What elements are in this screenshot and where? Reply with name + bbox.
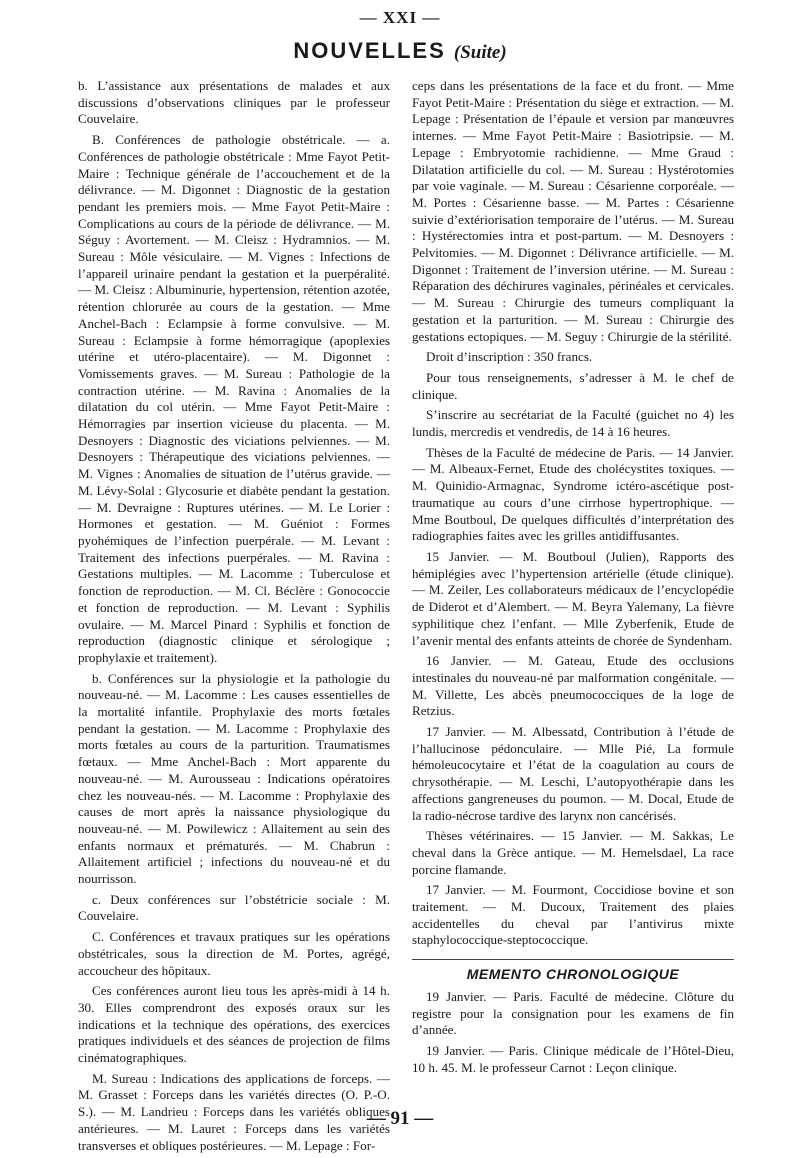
paragraph: S’inscrire au secrétariat de la Faculté (guichet no 4) les lundis, mercredis et vendredis, de 14 à 16 heures. xyxy=(412,407,734,440)
paragraph: Thèses de la Faculté de médecine de Paris. — 14 Janvier. — M. Albeaux-Fernet, Etude des cholécystites toxiques. — M. Quinidio-Armagnac, Syndrome ictéro-ascétique post-traumatique au cours d’une cirrhose hypertrophique. — Mme Boutboul, De quelques difficultés d’interprétation des radiographies faites avec les grilles antidiffusantes. xyxy=(412,444,734,544)
memento-heading: MEMENTO CHRONOLOGIQUE xyxy=(412,959,734,983)
paragraph: Ces conférences auront lieu tous les après-midi à 14 h. 30. Elles comprendront des exposés oraux sur les indications et la technique des opérations, des exercices pratiques individuels et des séances de projection de films cinématographiques. xyxy=(78,983,390,1066)
paragraph: 17 Janvier. — M. Albessatd, Contribution à l’étude de l’hallucinose pédonculaire. — Mlle Pié, La formule hémoleucocytaire et l’état de la coagulation au cours de chrysothérapie. — M. Leschi, L’autopyothérapie dans les affections gangreneuses du poumon. — M. Docal, Etude de la radio-nécrose tardive des larynx non cancérisés. xyxy=(412,724,734,823)
paragraph: 15 Janvier. — M. Boutboul (Julien), Rapports des hémiplégies avec l’hypertension artérielle (étude clinique). — M. Zeiler, Les collaborateurs médicaux de l’encyclopédie de Diderot et d’Alembert. — M. Beyra Yalemany, La fièvre syphilitique chez l’enfant. — Mlle Zyberfenik, Etude de l’avenir mental des enfants atteints de chorée de Syndenham. xyxy=(412,548,734,648)
roman-page-number: — XXI — xyxy=(359,8,441,27)
memento-entry: 19 Janvier. — Paris. Clinique médicale de l’Hôtel-Dieu, 10 h. 45. M. le professeur Carnot : Leçon clinique. xyxy=(412,1042,734,1075)
paragraph: Pour tous renseignements, s’adresser à M. le chef de clinique. xyxy=(412,369,734,402)
paragraph: ceps dans les présentations de la face et du front. — Mme Fayot Petit-Maire : Présentation du siège et extraction. — M. Lepage : Présentation de l’épaule et version par manœuvres internes. — Mme Fayot Petit-Maire : Basiotripsie. — M. Lepage : Embryotomie rachidienne. — Mme Graud : Dilatation artificielle du col. — M. Sureau : Hystérotomies par voie vaginale. — M. Sureau : Césarienne corporéale. — M. Portes : Césarienne basse. — M. Partes : Césarienne suivie d’extériorisation temporaire de l’utérus. — M. Sureau : Hystérectomies intra et post-partum. — M. Desnoyers : Pelvitomies. — M. Digonnet : Délivrance artificielle. — M. Digonnet : Traitement de l’inversion utérine. — M. Sureau : Réparation des déchirures vaginales, périnéales et cervicales. — M. Sureau : Chirurgie des tumeurs compliquant la gestation et la parturition. — M. Sureau : Chirurgie des gestations ectopiques. — M. Seguy : Chirurgie de la stérilité. xyxy=(412,78,734,344)
section-title xyxy=(0,38,800,64)
left-column xyxy=(78,78,390,1158)
paragraph: b. L’assistance aux présentations de malades et aux discussions d’observations cliniques par le professeur Couvelaire. xyxy=(78,78,390,127)
title-suite: (Suite) xyxy=(453,42,507,63)
right-column xyxy=(412,78,734,1080)
memento-entry: 19 Janvier. — Paris. Faculté de médecine. Clôture du registre pour la consignation pour les examens de fin d’année. xyxy=(412,988,734,1038)
paragraph: C. Conférences et travaux pratiques sur les opérations obstétricales, sous la direction de M. Portes, agrégé, accoucheur des hôpitaux. xyxy=(78,929,390,978)
paragraph: b. Conférences sur la physiologie et la pathologie du nouveau-né. — M. Lacomme : Les causes essentielles de la mortalité infantile. Prophylaxie des morts fœtales pendant la gestation. — M. Lacomme : Prophylaxie des morts fœtales au cours de la parturition. Traumatismes fœtaux. — Mme Anchel-Bach : Mort apparente du nouveau-né. — M. Aurousseau : Indications opératoires chez les nouveau-nés. — M. Lacomme : Prophylaxie des causes de mort après la naissance physiologique du nouveau-né. — M. Powilewicz : Allaitement au sein des enfants normaux et prématurés. — M. Chabrun : Allaitement artificiel ; infections du nouveau-né et du nourrisson. xyxy=(78,670,390,887)
paragraph: 17 Janvier. — M. Fourmont, Coccidiose bovine et son traitement. — M. Ducoux, Traitement des plaies accidentelles du cheval par l’antivirus mixte staphylococcique-steptococcique. xyxy=(412,882,734,948)
paragraph: 16 Janvier. — M. Gateau, Etude des occlusions intestinales du nouveau-né par malformation congénitale. — M. Villette, Les abcès pneumococciques de la loge de Retzius. xyxy=(412,653,734,719)
page-number: — 91 — xyxy=(366,1108,434,1129)
paragraph: Droit d’inscription : 350 francs. xyxy=(426,349,593,365)
paragraph: c. Deux conférences sur l’obstétricie sociale : M. Couvelaire. xyxy=(78,891,390,924)
paragraph: M. Sureau : Indications des applications de forceps. — M. Grasset : Forceps dans les variétés directes (O. P.-O. S.). — M. Landrieu : Forceps dans les variétés obliques antérieures. — M. Lauret : Forceps dans les variétés transverses et obliques postérieures. — M. Lepage : For- xyxy=(78,1070,390,1153)
paragraph: B. Conférences de pathologie obstétricale. — a. Conférences de pathologie obstétricale : Mme Fayot Petit-Maire : Technique générale de l’accouchement et de la délivrance. — M. Digonnet : Diagnostic de la gestation pendant les premiers mois. — Mme Fayot Petit-Maire : Complications au cours de la période de délivrance. — M. Séguy : Avortement. — M. Cleisz : Hydramnios. — M. Sureau : Môle vésiculaire. — M. Vignes : Infections de l’appareil urinaire pendant la gestation et la puerpéralité. — M. Cleisz : Albuminurie, hypertension, rétention azotée, rétention chlorurée au cours de la gestation. — Mme Anchel-Bach : Eclampsie à forme convulsive. — M. Sureau : Eclampsie à forme hémorragique (apoplexies utérine et utéro-placentaire). — M. Digonnet : Vomissements graves. — M. Sureau : Pathologie de la contraction utérine. — M. Ravina : Anomalies de la dilatation du col utérin. — Mme Fayot Petit-Maire : Hémorragies par insertion vicieuse du placenta. — M. Desnoyers : Diagnostic des viciations pelviennes. — M. Desnoyers : Thérapeutique des viciations pelviennes. — M. Vignes : Anomalies de situation de l’utérus gravide. — M. Lévy-Solal : Glycosurie et diabète pendant la gestation. — M. Devraigne : Ruptures utérines. — M. Le Lorier : Hormones et gestation. — M. Guéniot : Formes pyohémiques de l’infection puerpérale. — M. Levant : Traitement des infections puerpérales. — M. Ravina : Gestations multiples. — M. Lacomme : Tuberculose et fonction de reproduction. — M. Cl. Béclère : Gonococcie et fonction de reproduction. — M. Levant : Syphilis ovulaire. — M. Marcel Pinard : Syphilis et fonction de reproduction (diagnostic clinique et sérologique ; prophylaxie et traitement). xyxy=(78,132,390,665)
title-text: NOUVELLES xyxy=(293,38,446,63)
paragraph: Thèses vétérinaires. — 15 Janvier. — M. Sakkas, Le cheval dans la Grèce antique. — M. Hemelsdael, La race porcine flamande. xyxy=(412,828,734,877)
